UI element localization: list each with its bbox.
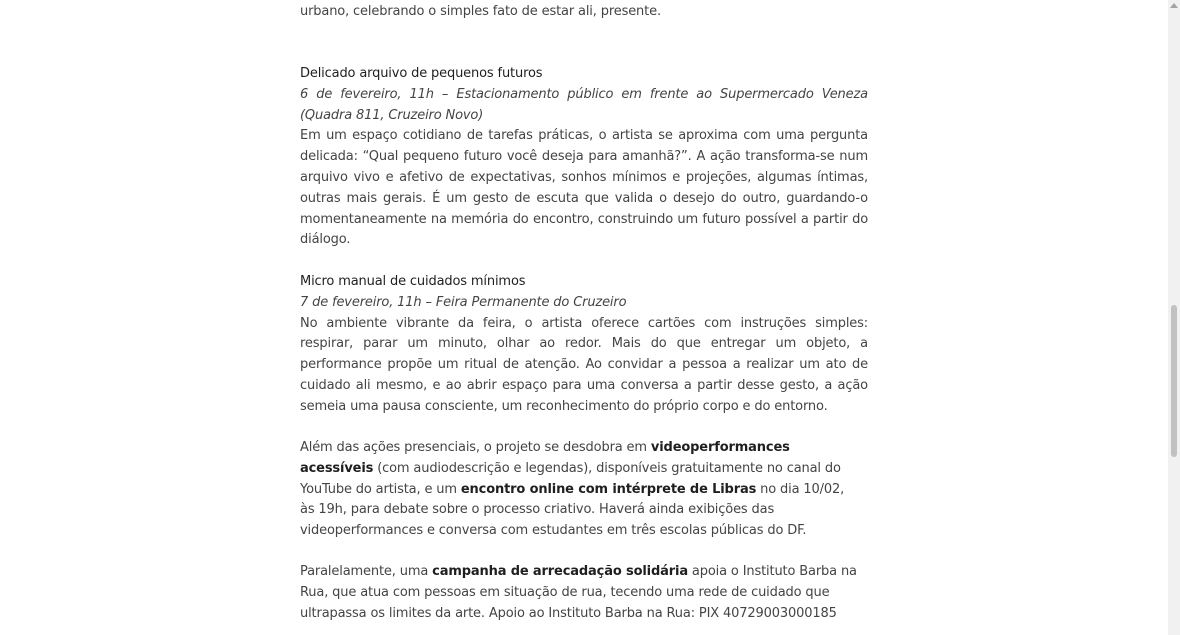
campaign-text: Paralelamente, uma bbox=[300, 564, 433, 579]
event-description: No ambiente vibrante da feira, o artista oferece cartões com instruções simples: respirar, parar um minuto, olhar ao redor. Mais do que entregar um objeto, a performance propõe um ritual de atenção. Ao convidar a pessoa a realizar um ato de cuidado ali mesmo, e ao abrir espaço para uma conversa a partir desse gesto, a ação semeia uma pausa consciente, um reconhecimento do próprio corpo e do entorno. bbox=[300, 315, 868, 414]
extras-paragraph bbox=[300, 438, 845, 542]
event-block bbox=[300, 64, 868, 251]
campaign-highlight: campanha de arrecadação solidária bbox=[432, 564, 688, 579]
extras-highlight: encontro online com intérprete de Libras bbox=[460, 481, 757, 497]
campaign-text: apoia o Instituto Barba na Rua, que atua com pessoas em situação de rua, tecendo uma rede de cuidado que ultrapassa os limites da arte. Apoio ao Instituto Barba na Rua: PIX 40729003000185 bbox=[300, 564, 857, 621]
scrollbar-thumb[interactable] bbox=[1171, 305, 1177, 457]
intro-text: urbano, celebrando o simples fato de estar ali, presente. bbox=[300, 4, 661, 19]
event-date: 6 de fevereiro, 11h – Estacionamento público em frente ao Supermercado Veneza (Quadra 811, Cruzeiro Novo) bbox=[300, 86, 868, 123]
event-date: 7 de fevereiro, 11h – Feira Permanente do Cruzeiro bbox=[300, 294, 627, 310]
extras-text: Além das ações presenciais, o projeto se desdobra em bbox=[300, 440, 651, 455]
event-title: Delicado arquivo de pequenos futuros bbox=[300, 66, 543, 81]
event-title: Micro manual de cuidados mínimos bbox=[300, 274, 526, 289]
extras-text: (com audiodescrição e legendas), disponíveis gratuitamente no canal do YouTube do artista, e um bbox=[300, 460, 841, 497]
extras-text: no dia 10/02, às 19h, para debate sobre o processo criativo. Haverá ainda exibições das videoperformances e conversa com estudantes em três escolas públicas do DF. bbox=[300, 481, 845, 539]
scroll-up-arrow-icon[interactable] bbox=[1170, 3, 1178, 8]
extras-highlight: videoperformances acessíveis bbox=[300, 440, 790, 476]
page-scrollbar[interactable] bbox=[1168, 0, 1180, 635]
event-block bbox=[300, 272, 868, 418]
event-description: Em um espaço cotidiano de tarefas práticas, o artista se aproxima com uma pergunta delicada: “Qual pequeno futuro você deseja para amanhã?”. A ação transforma-se num arquivo vivo e afetivo de expectativas, sonhos mínimos e projeções, algumas íntimas, outras mais gerais. É um gesto de escuta que valida o desejo do outro, guardando-o momentaneamente na memória do encontro, construindo um futuro possível a partir do diálogo. bbox=[300, 128, 868, 248]
intro-paragraph-tail bbox=[300, 2, 868, 23]
campaign-paragraph bbox=[300, 562, 860, 624]
